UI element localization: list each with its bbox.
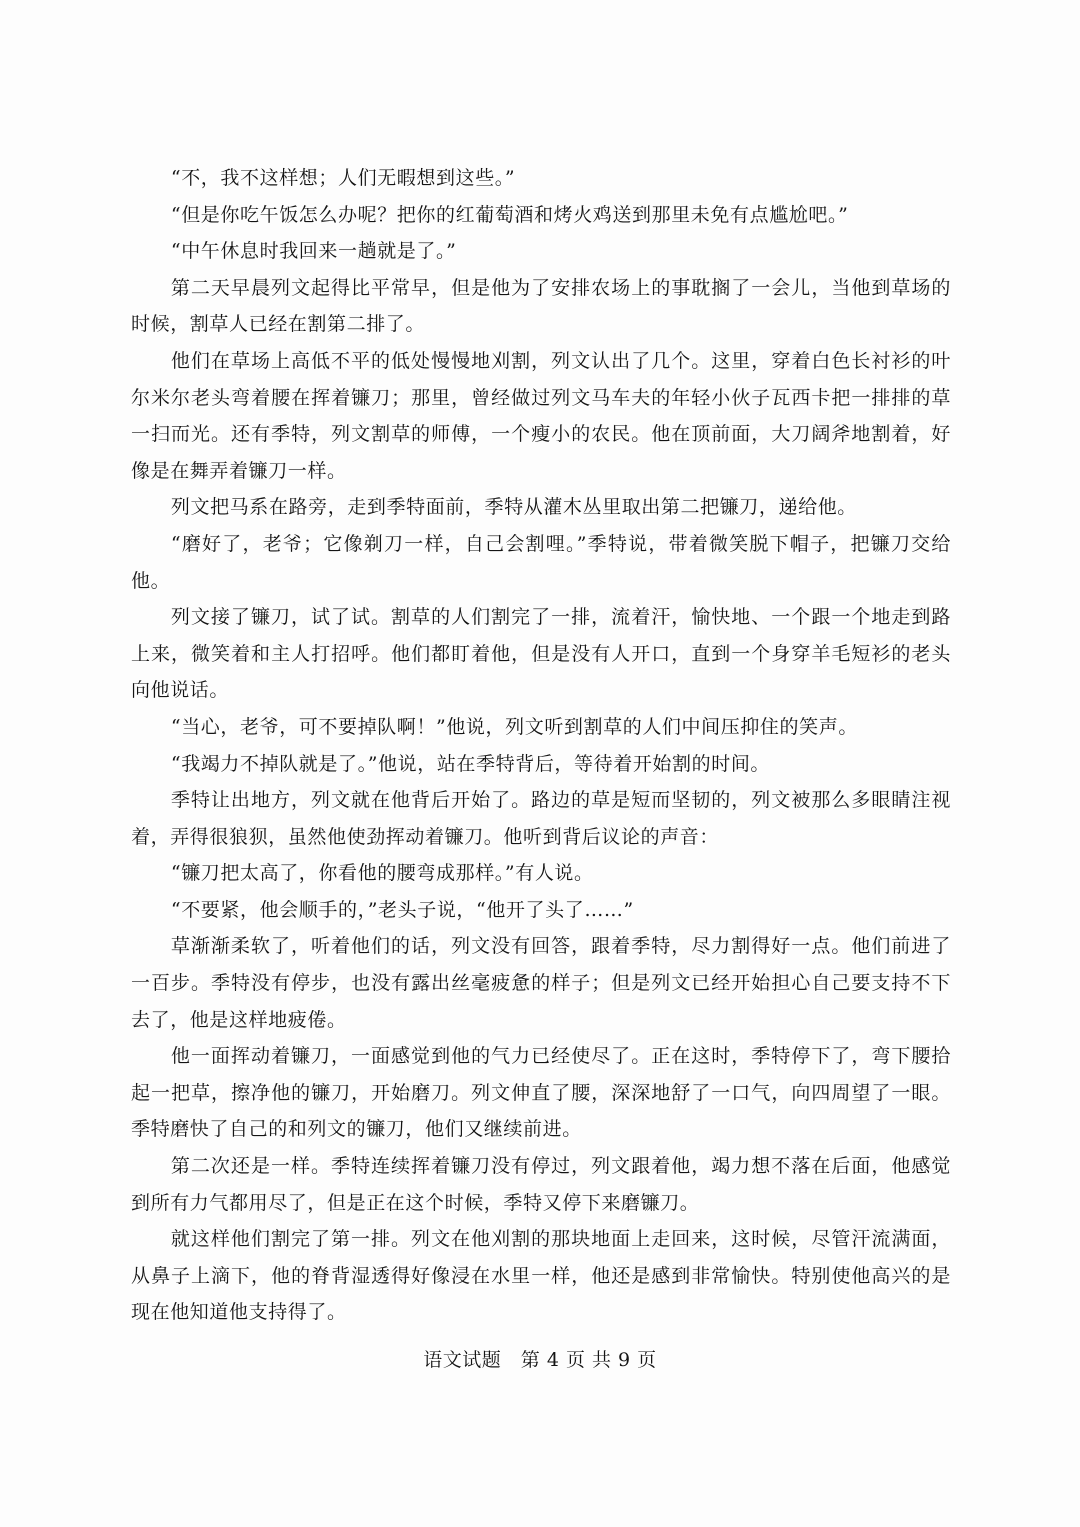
- paragraph-6: 列文把马系在路旁，走到季特面前，季特从灌木丛里取出第二把镰刀，递给他。: [170, 496, 857, 519]
- paragraph-10: “我竭力不掉队就是了。”他说，站在季特背后，等待着开始割的时间。: [170, 752, 771, 775]
- paragraph-15: 他一面挥动着镰刀，一面感觉到他的气力已经使尽了。正在这时，季特停下了，弯下腰拾起一把草，擦净他的镰刀，开始磨刀。列文伸直了腰，深深地舒了一口气，向四周望了一眼。季特磨快了自己的和列文的镰刀，他们又继续前进。: [131, 1045, 951, 1141]
- paragraph-8: 列文接了镰刀，试了试。割草的人们割完了一排，流着汗，愉快地、一个跟一个地走到路上来，微笑着和主人打招呼。他们都盯着他，但是没有人开口，直到一个身穿羊毛短衫的老头向他说话。: [131, 606, 951, 702]
- paragraph-17: 就这样他们割完了第一排。列文在他刈割的那块地面上走回来，这时候，尽管汗流满面，从鼻子上滴下，他的脊背湿透得好像浸在水里一样，他还是感到非常愉快。特别使他高兴的是现在他知道他支持得了。: [131, 1228, 951, 1324]
- paragraph-2: “但是你吃午饭怎么办呢？把你的红葡萄酒和烤火鸡送到那里未免有点尴尬吧。”: [170, 203, 849, 226]
- paragraph-16: 第二次还是一样。季特连续挥着镰刀没有停过，列文跟着他，竭力想不落在后面，他感觉到所有力气都用尽了，但是正在这个时候，季特又停下来磨镰刀。: [131, 1155, 951, 1214]
- paragraph-3: “中午休息时我回来一趟就是了。”: [170, 240, 457, 263]
- paragraph-14: 草渐渐柔软了，听着他们的话，列文没有回答，跟着季特，尽力割得好一点。他们前进了一百步。季特没有停步，也没有露出丝毫疲惫的样子；但是列文已经开始担心自己要支持不下去了，他是这样地疲倦。: [131, 935, 951, 1031]
- page-footer: 语文试题 第 4 页 共 9 页: [423, 1349, 657, 1371]
- paragraph-7: “磨好了，老爷；它像剃刀一样，自己会割哩。”季特说，带着微笑脱下帽子，把镰刀交给他。: [131, 532, 951, 592]
- paragraph-11: 季特让出地方，列文就在他背后开始了。路边的草是短而坚韧的，列文被那么多眼睛注视着，弄得很狼狈，虽然他使劲挥动着镰刀。他听到背后议论的声音：: [131, 789, 951, 848]
- paragraph-13: “不要紧，他会顺手的，”老头子说，“他开了头了……”: [170, 898, 634, 921]
- paragraph-1: “不，我不这样想；人们无暇想到这些。”: [170, 167, 516, 189]
- paragraph-5: 他们在草场上高低不平的低处慢慢地刈割，列文认出了几个。这里，穿着白色长衬衫的叶尔米尔老头弯着腰在挥着镰刀；那里，曾经做过列文马车夫的年轻小伙子瓦西卡把一排排的草一扫而光。还有季特，列文割草的师傅，一个瘦小的农民。他在顶前面，大刀阔斧地割着，好像是在舞弄着镰刀一样。: [131, 349, 951, 482]
- passage-body: [131, 160, 951, 1331]
- paragraph-9: “当心，老爷，可不要掉队啊！”他说，列文听到割草的人们中间压抑住的笑声。: [170, 715, 858, 738]
- paragraph-4: 第二天早晨列文起得比平常早，但是他为了安排农场上的事耽搁了一会儿，当他到草场的时候，割草人已经在割第二排了。: [131, 276, 951, 336]
- paragraph-12: “镰刀把太高了，你看他的腰弯成那样。”有人说。: [170, 862, 594, 885]
